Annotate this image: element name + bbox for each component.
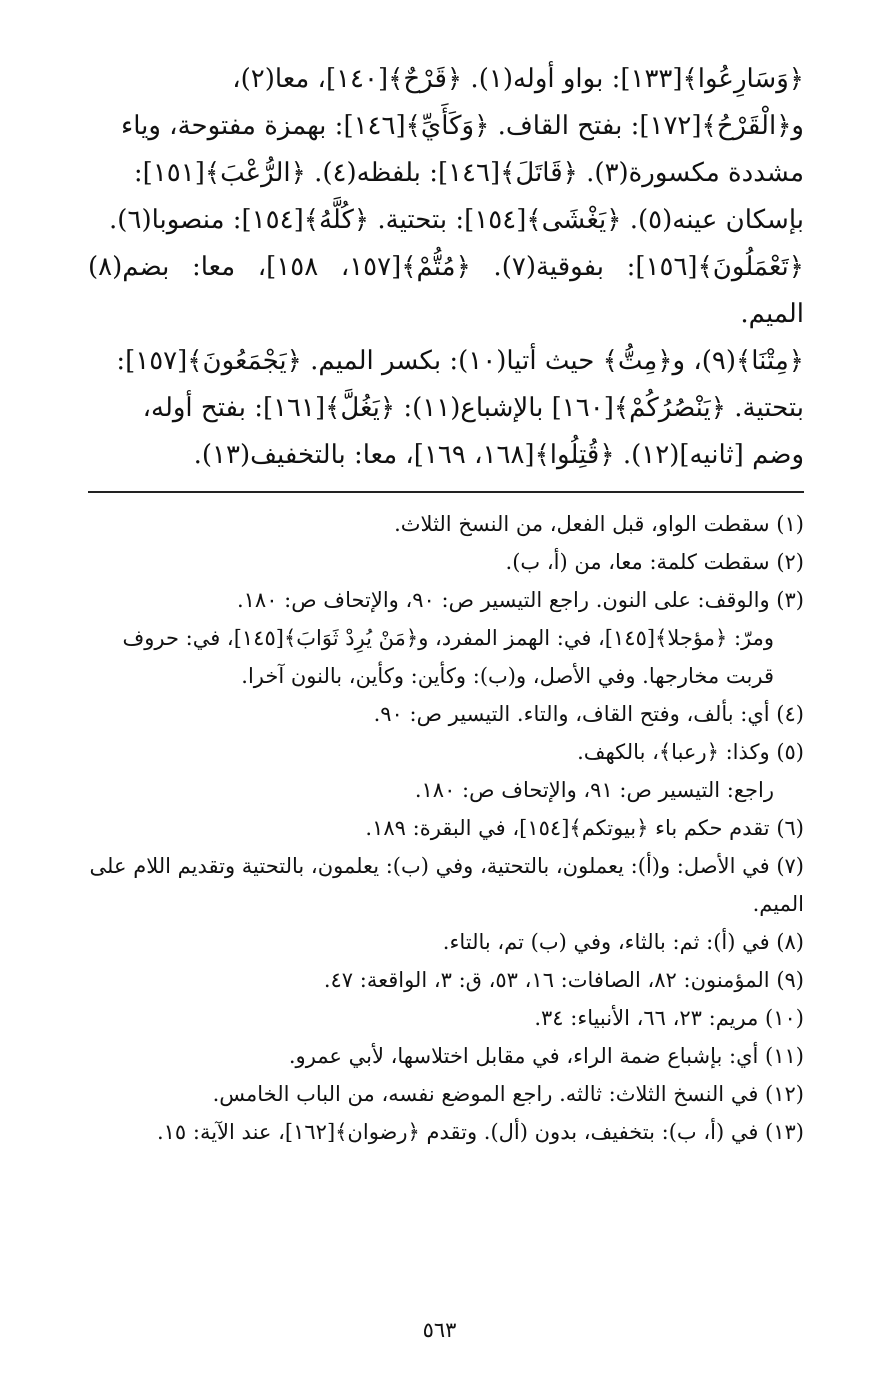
footnote-continuation: ومرّ: ﴿مؤجلا﴾[١٤٥]، في: الهمز المفرد، و﴿مَنْ يُرِدْ ثَوَابَ﴾[١٤٥]، في: حروف قربت مخارجها. وفي الأصل، و(ب): وكأين: وكأين، بالنون آخرا.	[122, 626, 774, 688]
page-number: ٥٦٣	[422, 1318, 457, 1342]
footnote: (٤) أي: بألف، وفتح القاف، والتاء. التيسير ص: ٩٠.	[373, 702, 804, 726]
main-line: ﴿وَسَارِعُوا﴾[١٣٣]: بواو أوله(١). ﴿قَرْحٌ﴾[١٤٠]، معا(٢)،	[232, 64, 804, 94]
main-line: و﴿الْقَرْحُ﴾[١٧٢]: بفتح القاف. ﴿وَكَأَيِّ﴾[١٤٦]: بهمزة مفتوحة، وياء	[120, 111, 804, 141]
main-text	[88, 56, 804, 479]
footnote: (٨) في (أ): ثم: بالثاء، وفي (ب) تم، بالتاء.	[442, 930, 804, 954]
main-line: ﴿تَعْمَلُونَ﴾[١٥٦]: بفوقية(٧). ﴿مُتُّمْ﴾[١٥٧، ١٥٨]، معا: بضم(٨) الميم.	[88, 252, 804, 329]
footnote-divider	[88, 491, 804, 493]
footnote: (١) سقطت الواو، قبل الفعل، من النسخ الثلاث.	[394, 512, 804, 536]
main-line: ﴿مِتْنَا﴾(٩)، و﴿مِتُّ﴾ حيث أتيا(١٠): بكسر الميم. ﴿يَجْمَعُونَ﴾[١٥٧]:	[116, 346, 804, 376]
footnote: (١٢) في النسخ الثلاث: ثالثه. راجع الموضع نفسه، من الباب الخامس.	[212, 1082, 804, 1106]
footnote: (١١) أي: بإشباع ضمة الراء، في مقابل اختلاسها، لأبي عمرو.	[288, 1044, 804, 1068]
footnote: (٧) في الأصل: و(أ): يعملون، بالتحتية، وفي (ب): يعلمون، بالتحتية وتقديم اللام على الميم.	[89, 854, 804, 916]
page-body	[88, 56, 804, 1151]
main-line: بتحتية. ﴿يَنْصُرُكُمْ﴾[١٦٠] بالإشباع(١١): ﴿يَغُلَّ﴾[١٦١]: بفتح أوله،	[142, 393, 804, 423]
main-line: بإسكان عينه(٥). ﴿يَغْشَى﴾[١٥٤]: بتحتية. ﴿كُلَّهُ﴾[١٥٤]: منصوبا(٦).	[109, 205, 804, 235]
footnote: (١٣) في (أ، ب): بتخفيف، بدون (أل). وتقدم ﴿رضوان﴾[١٦٢]، عند الآية: ١٥.	[156, 1120, 804, 1144]
footnote: (٣) والوقف: على النون. راجع التيسير ص: ٩٠، والإتحاف ص: ١٨٠.	[236, 588, 804, 612]
footnote: (٩) المؤمنون: ٨٢، الصافات: ١٦، ٥٣، ق: ٣، الواقعة: ٤٧.	[323, 968, 804, 992]
main-line: وضم [ثانيه](١٢). ﴿قُتِلُوا﴾[١٦٨، ١٦٩]، معا: بالتخفيف(١٣).	[193, 440, 804, 470]
footnote-continuation: راجع: التيسير ص: ٩١، والإتحاف ص: ١٨٠.	[414, 778, 774, 802]
footnote: (٢) سقطت كلمة: معا، من (أ، ب).	[505, 550, 804, 574]
footnote: (١٠) مريم: ٢٣، ٦٦، الأنبياء: ٣٤.	[534, 1006, 804, 1030]
main-line: مشددة مكسورة(٣). ﴿قَاتَلَ﴾[١٤٦]: بلفظه(٤). ﴿الرُّعْبَ﴾[١٥١]:	[133, 158, 804, 188]
footnotes	[88, 505, 804, 1151]
footnote: (٦) تقدم حكم باء ﴿بيوتكم﴾[١٥٤]، في البقرة: ١٨٩.	[365, 816, 804, 840]
footnote: (٥) وكذا: ﴿رعبا﴾، بالكهف.	[577, 740, 804, 764]
